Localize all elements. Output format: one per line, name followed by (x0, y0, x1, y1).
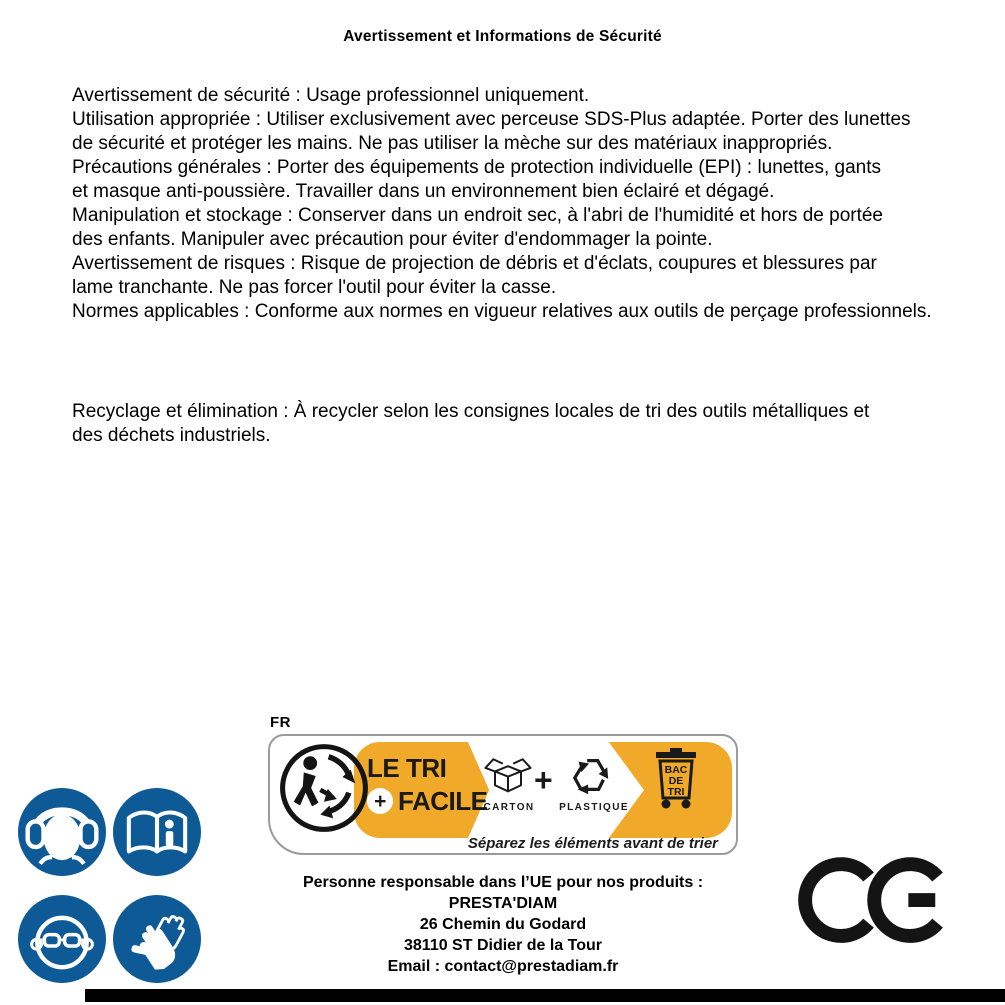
fr-country-label: FR (270, 714, 291, 731)
read-manual-icon (113, 788, 201, 876)
recycling-text-block (72, 400, 869, 448)
bin-label-tri: TRI (667, 786, 685, 798)
safety-text-line: des enfants. Manipuler avec précaution pour éviter d'endommager la pointe. (72, 229, 713, 250)
ear-protection-icon (18, 788, 106, 876)
contact-block (268, 872, 738, 977)
plus-circle-icon: + (367, 788, 393, 814)
contact-line: PRESTA'DIAM (448, 895, 558, 912)
safety-text-line: Normes applicables : Conforme aux normes en vigueur relatives aux outils de perçage professionnels. (72, 301, 932, 322)
plastic-recycle-icon (568, 754, 614, 796)
contact-line: 26 Chemin du Godard (419, 916, 587, 933)
carton-label: CARTON (483, 802, 535, 813)
facile-text: FACILE (398, 786, 488, 816)
carton-box-icon (482, 752, 534, 796)
sorting-bin-icon (649, 746, 703, 810)
contact-line: Personne responsable dans l’UE pour nos produits : (302, 874, 704, 891)
recycling-text-line: des déchets industriels. (72, 425, 271, 446)
eye-protection-icon (18, 895, 106, 983)
recycling-text-line: Recyclage et élimination : À recycler selon les consignes locales de tri des outils métalliques et (72, 401, 870, 422)
protective-gloves-icon (113, 895, 201, 983)
safety-text-line: Utilisation appropriée : Utiliser exclusivement avec perceuse SDS-Plus adaptée. Porter des lunettes (72, 109, 911, 130)
sorting-instruction: Séparez les éléments avant de trier (467, 835, 718, 852)
plastique-label: PLASTIQUE (559, 802, 629, 813)
bin-label-de: DE (668, 775, 684, 787)
contact-line: Email : contact@prestadiam.fr (387, 958, 619, 975)
triman-icon (278, 742, 370, 834)
safety-text-line: de sécurité et protéger les mains. Ne pas utiliser la mèche sur des matériaux inappropriés. (72, 133, 833, 154)
safety-text-line: Manipulation et stockage : Conserver dans un endroit sec, à l'abri de l'humidité et hors de portée (72, 205, 883, 226)
safety-text-line: et masque anti-poussière. Travailler dans un environnement bien éclairé et dégagé. (72, 181, 775, 202)
contact-line: 38110 ST Didier de la Tour (404, 937, 602, 954)
le-tri-text: LE TRI (367, 753, 447, 783)
bottom-black-bar (85, 989, 1005, 1002)
safety-text-line: lame tranchante. Ne pas forcer l'outil pour éviter la casse. (72, 277, 557, 298)
tri-facile-banner (268, 734, 738, 855)
safety-text-line: Avertissement de sécurité : Usage professionnel uniquement. (72, 85, 590, 106)
safety-text-block (72, 84, 932, 324)
safety-text-line: Avertissement de risques : Risque de projection de débris et d'éclats, coupures et blessures par (72, 253, 877, 274)
page-title: Avertissement et Informations de Sécurité (343, 28, 662, 45)
ce-mark-icon (798, 851, 955, 950)
safety-text-line: Précautions générales : Porter des équipements de protection individuelle (EPI) : lunettes, gants (72, 157, 882, 178)
bin-label-bac: BAC (664, 764, 688, 776)
plus-separator: + (534, 762, 553, 798)
